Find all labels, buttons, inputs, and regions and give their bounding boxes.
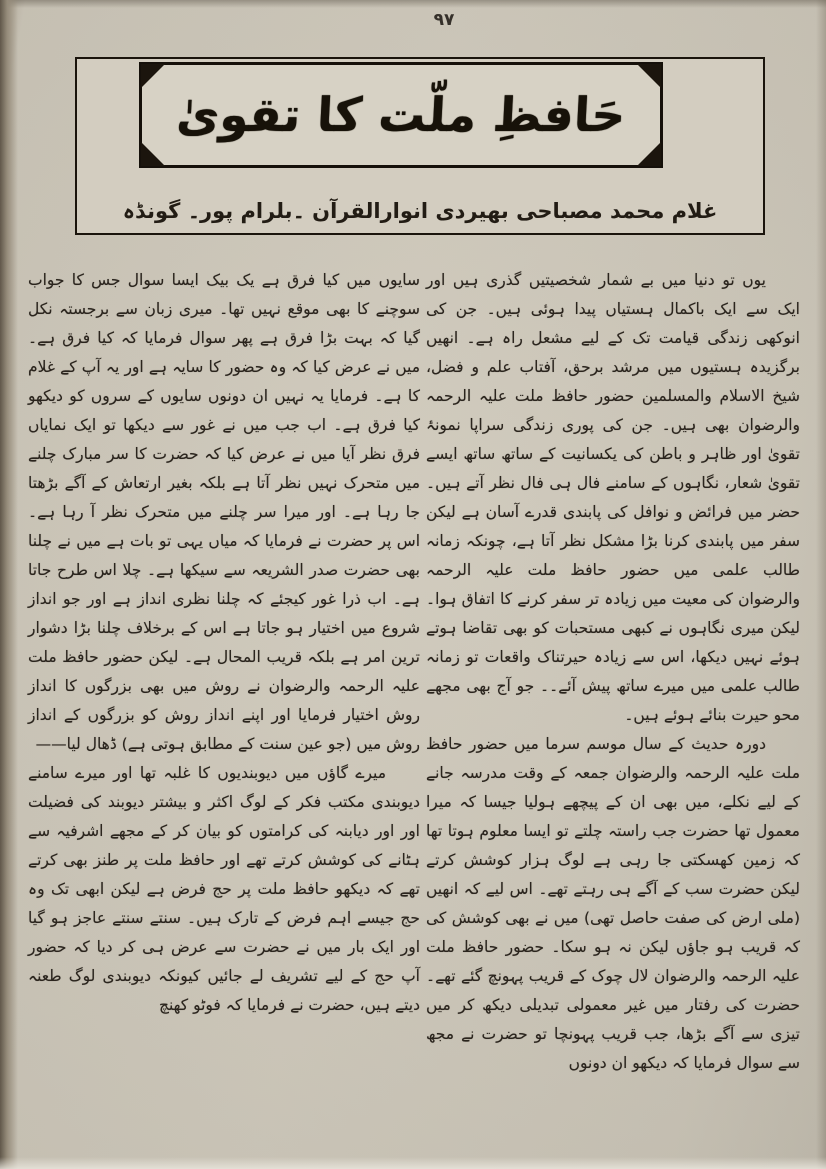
page-bottom-edge	[0, 1157, 826, 1169]
page-right-shadow	[816, 0, 826, 1169]
article-title: حَافظِ ملّت کا تقویٰ	[175, 87, 627, 143]
urdu-paragraph: میرے گاؤں میں دیوبندیوں کا غلبہ تھا اور میرے سامنے دیوبندی مکتب فکر کے لوگ اکثر و بیشتر دیوبند کی فضیلت اور اور دیابنہ کی کرامتوں کو بیان کر کے مجھے اشرفیہ سے ہٹانے کی کوشش کرتے تھے اور حافظ ملت پر طنز بھی کرتے تھے کہ دیکھو حافظ ملت پر حج فرض ہے لیکن ابھی تک وہ حج جیسے اہم فرض کے تارک ہیں۔ سنتے سنتے عاجز ہو گیا اور ایک بار میں نے حضرت سے عرض ہی کر دیا کہ حضور آپ حج کے لیے تشریف لے جائیں کیونکہ دیوبندی لوگ طعنہ دیتے ہیں، حضرت نے فرمایا کہ فوٹو کھنچ	[28, 764, 420, 1014]
text-column-right	[426, 266, 800, 1078]
page-top-shadow	[0, 0, 826, 8]
urdu-paragraph: دورہ حدیث کے سال موسم سرما میں حضور حافظ ملت علیہ الرحمہ والرضوان جمعہ کے وقت مدرسہ جانے کے لیے نکلے، میں بھی ان کے پیچھے ہولیا جیسا کہ میرا معمول تھا حضرت جب راستہ چلتے تو ایسا معلوم ہوتا تھا کہ زمین کھسکتی جا رہی ہے لوگ ہزار کوشش کرتے لیکن حضرت سب کے آگے ہی رہتے تھے۔ اس لیے کہ انھیں (ملی ارض کی صفت حاصل تھی) میں نے بھی کوشش کی کہ قریب ہو جاؤں لیکن نہ ہو سکا۔ حضور حافظ ملت علیہ الرحمہ والرضوان لال چوک کے قریب پہونچ گئے تھے۔ حضرت کی رفتار میں غیر معمولی تبدیلی دیکھ کر میں تیزی سے آگے بڑھا، جب قریب پہونچا تو حضرت نے مجھ سے سوال فرمایا کہ دیکھو ان دونوں	[426, 735, 800, 1072]
page-spine-shadow	[0, 0, 18, 1169]
author-byline: غلام محمد مصباحی بھیردی انوارالقرآن ۔بلرام پور۔ گونڈہ	[122, 199, 718, 223]
text-column-left	[28, 266, 420, 1020]
title-box	[139, 62, 663, 168]
urdu-paragraph: سایوں میں کیا فرق ہے یک بیک ایسا سوال جس کا جواب سوچنے کا بھی موقع نہیں تھا۔ میری زبان سے برجستہ نکل گیا کہ بہت بڑا فرق ہے پھر سوال فرمایا کہ کیا فرق ہے۔ میں نے عرض کیا کہ وہ حضور کا سایہ ہے اور یہ آپ کے غلام کا ہے۔ فرمایا یہ نہیں ان دونوں سایوں کے سروں کو دیکھو کیا فرق ہے۔ اب جب میں نے غور سے دیکھا تو ایک نمایاں فرق نظر آیا میں نے عرض کیا کہ حضرت کا سر مبارک چلنے میں متحرک نہیں نظر آتا ہے بلکہ بغیر ارتعاش کے آگے بڑھتا جا رہا ہے۔ اور میرا سر چلنے میں متحرک نظر آ رہا ہے۔ اس پر حضرت نے فرمایا کہ میاں یہی تو بات ہے میں نے چلنا بھی حضرت صدر الشریعہ سے سیکھا ہے۔ چلا اس طرح جاتا ہے۔ اب ذرا غور کیجئے کہ چلنا نظری انداز ہے اور جو انداز شروع میں اختیار ہو جاتا ہے اس کے برخلاف چلنا بڑا دشوار ترین امر ہے بلکہ قریب المحال ہے۔ لیکن حضور حافظ ملت علیہ الرحمہ والرضوان نے روش میں بھی بزرگوں کا انداز روش اختیار فرمایا اور اپنے انداز روش کو بزرگوں کے انداز روش میں (جو عین سنت کے مطابق ہوتی ہے) ڈھال لیا——	[28, 271, 420, 753]
urdu-paragraph: یوں تو دنیا میں بے شمار شخصیتیں گذری ہیں اور ایک سے ایک باکمال ہستیاں پیدا ہوئی ہیں۔ جن کی انوکھی زندگی قیامت تک کے لیے مشعل راہ ہے۔ انھیں برگزیدہ ہستیوں میں مرشد برحق، آفتاب علم و فضل، شیخ الاسلام والمسلمین حضور حافظ ملت علیہ الرحمہ والرضوان بھی ہیں۔ جن کی پوری زندگی سراپا نمونۂ تقویٰ اور ظاہر و باطن کی یکسانیت کے ساتھ ساتھ ایسے تقویٰ شعار، نگاہوں کے سامنے فال ہی فال نظر آتے ہیں۔ حضر میں فرائض و نوافل کی پابندی قدرے آسان ہے لیکن سفر میں پابندی کرنا بڑا مشکل نظر آتا ہے، چونکہ زمانہ طالب علمی میں حضور حافظ ملت علیہ الرحمہ والرضوان کی معیت میں زیادہ تر سفر کرنے کا اتفاق ہوا۔ لیکن میری نگاہوں نے کبھی مستحبات کو بھی تقاضا ہوتے ہوئے نہیں دیکھا، اس سے زیادہ حیرتناک واقعات تو زمانہ طالب علمی میں میرے ساتھ پیش آئے۔۔ جو آج بھی مجھے محو حیرت بنائے ہوئے ہیں۔	[426, 271, 800, 724]
page-number: ۹۷	[433, 10, 455, 30]
masthead-frame	[75, 57, 765, 235]
